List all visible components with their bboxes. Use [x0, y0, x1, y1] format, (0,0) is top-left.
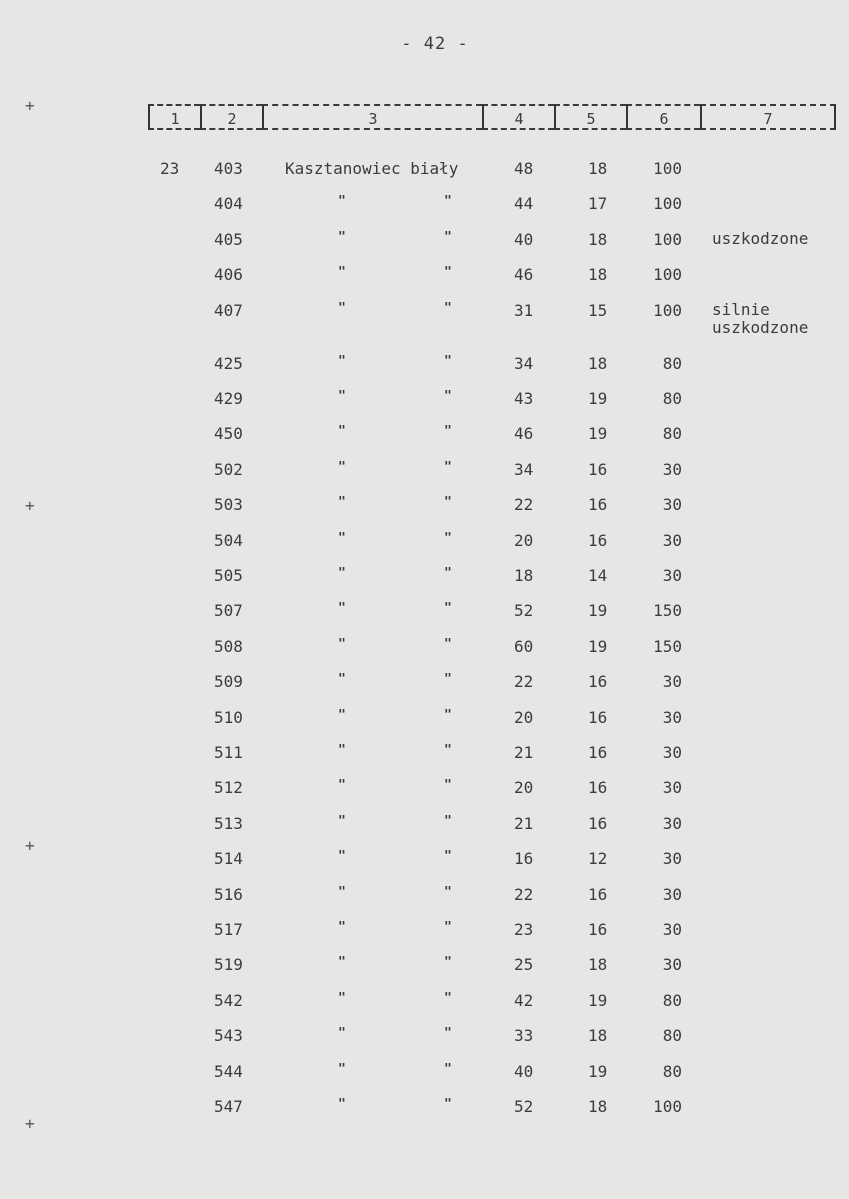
value-col-4: 22 [514, 884, 534, 904]
remark: uszkodzone [712, 228, 809, 248]
value-col-6: 80 [662, 1061, 682, 1081]
ditto-mark: " [338, 300, 346, 316]
page-number: - 42 - [401, 34, 469, 54]
table-row [0, 1097, 849, 1119]
ditto-mark: " [338, 459, 346, 475]
value-col-4: 48 [514, 159, 534, 178]
column-header-3: 3 [262, 104, 482, 130]
value-col-5: 18 [588, 353, 608, 373]
punch-hole-mark: + [25, 836, 35, 855]
table-row [0, 389, 849, 411]
table-row [0, 460, 849, 482]
value-col-4: 20 [514, 530, 534, 550]
ditto-mark: " [338, 636, 346, 652]
tree-id: 405 [214, 229, 243, 249]
value-col-5: 16 [588, 530, 608, 550]
value-col-6: 30 [662, 707, 682, 727]
value-col-5: 16 [588, 778, 608, 798]
tree-id: 511 [214, 743, 243, 762]
table-header [148, 104, 836, 132]
ditto-mark: " [338, 955, 346, 971]
value-col-4: 34 [514, 353, 534, 373]
tree-id: 403 [214, 159, 243, 178]
value-col-5: 14 [588, 566, 608, 585]
value-col-6: 30 [662, 672, 682, 692]
tree-id: 507 [214, 601, 243, 621]
ditto-mark: " [444, 459, 452, 475]
ditto-mark: " [338, 353, 346, 369]
ditto-mark: " [338, 990, 346, 1006]
value-col-6: 100 [653, 265, 682, 285]
value-col-6: 30 [662, 920, 682, 939]
tree-id: 513 [214, 813, 243, 833]
value-col-4: 22 [514, 672, 534, 692]
value-col-6: 30 [662, 530, 682, 550]
value-col-6: 80 [662, 424, 682, 444]
column-header-1: 1 [148, 104, 200, 130]
table-row [0, 194, 849, 216]
column-header-7: 7 [700, 104, 836, 130]
value-col-5: 19 [588, 990, 608, 1010]
table-row [0, 814, 849, 836]
value-col-5: 16 [588, 743, 608, 762]
ditto-mark: " [338, 229, 346, 245]
value-col-4: 34 [514, 459, 534, 479]
table-row [0, 778, 849, 800]
value-col-5: 19 [588, 1061, 608, 1081]
ditto-mark: " [444, 813, 452, 829]
ditto-mark: " [338, 920, 346, 935]
table-row [0, 1062, 849, 1084]
value-col-4: 21 [514, 813, 534, 833]
ditto-mark: " [444, 920, 452, 935]
value-col-6: 30 [662, 955, 682, 975]
table-row [0, 159, 849, 181]
ditto-mark: " [338, 424, 346, 440]
tree-id: 544 [214, 1061, 243, 1081]
table-row [0, 354, 849, 376]
ditto-mark: " [444, 778, 452, 794]
ditto-mark: " [444, 495, 452, 511]
ditto-mark: " [444, 1026, 452, 1042]
tree-id: 505 [214, 566, 243, 585]
table-row [0, 920, 849, 942]
ditto-mark: " [338, 389, 346, 404]
remark: silnie uszkodzone [712, 299, 809, 337]
ditto-mark: " [338, 707, 346, 723]
table-row [0, 566, 849, 588]
ditto-mark: " [444, 636, 452, 652]
value-col-4: 16 [514, 849, 534, 869]
value-col-6: 30 [662, 884, 682, 904]
ditto-mark: " [444, 265, 452, 281]
value-col-6: 100 [653, 300, 682, 320]
value-col-6: 150 [653, 601, 682, 621]
value-col-4: 31 [514, 300, 534, 320]
ditto-mark: " [444, 849, 452, 865]
value-col-5: 18 [588, 229, 608, 249]
value-col-6: 80 [662, 353, 682, 373]
value-col-4: 52 [514, 1097, 534, 1116]
ditto-mark: " [338, 194, 346, 210]
tree-id: 517 [214, 920, 243, 939]
ditto-mark: " [444, 300, 452, 316]
table-row [0, 637, 849, 659]
group-number: 23 [160, 159, 180, 178]
punch-hole-mark: + [25, 96, 35, 115]
value-col-5: 16 [588, 884, 608, 904]
table-row [0, 743, 849, 765]
tree-id: 504 [214, 530, 243, 550]
punch-hole-mark: + [25, 496, 35, 515]
value-col-6: 100 [653, 229, 682, 249]
table-row [0, 672, 849, 694]
ditto-mark: " [444, 424, 452, 440]
tree-id: 429 [214, 389, 243, 408]
value-col-6: 30 [662, 849, 682, 869]
value-col-6: 30 [662, 566, 682, 585]
table-row [0, 955, 849, 977]
value-col-6: 100 [653, 159, 682, 178]
ditto-mark: " [444, 743, 452, 758]
ditto-mark: " [338, 566, 346, 581]
tree-id: 407 [214, 300, 243, 320]
value-col-5: 15 [588, 300, 608, 320]
ditto-mark: " [338, 1026, 346, 1042]
table-row [0, 708, 849, 730]
tree-id: 519 [214, 955, 243, 975]
value-col-4: 42 [514, 990, 534, 1010]
column-header-2: 2 [200, 104, 262, 130]
table-row [0, 991, 849, 1013]
value-col-5: 18 [588, 1026, 608, 1046]
value-col-5: 19 [588, 636, 608, 656]
value-col-4: 40 [514, 1061, 534, 1081]
value-col-5: 18 [588, 955, 608, 975]
value-col-6: 150 [653, 636, 682, 656]
ditto-mark: " [338, 265, 346, 281]
value-col-4: 40 [514, 229, 534, 249]
value-col-4: 21 [514, 743, 534, 762]
table-row [0, 299, 849, 337]
value-col-4: 33 [514, 1026, 534, 1046]
ditto-mark: " [338, 601, 346, 617]
ditto-mark: " [444, 601, 452, 617]
ditto-mark: " [444, 707, 452, 723]
value-col-4: 60 [514, 636, 534, 656]
tree-id: 508 [214, 636, 243, 656]
value-col-6: 30 [662, 813, 682, 833]
ditto-mark: " [338, 778, 346, 794]
punch-hole-mark: + [25, 1114, 35, 1133]
ditto-mark: " [338, 530, 346, 546]
ditto-mark: " [444, 194, 452, 210]
ditto-mark: " [444, 990, 452, 1006]
tree-id: 543 [214, 1026, 243, 1046]
ditto-mark: " [338, 884, 346, 900]
ditto-mark: " [444, 955, 452, 971]
column-header-4: 4 [482, 104, 554, 130]
value-col-4: 46 [514, 265, 534, 285]
ditto-mark: " [444, 353, 452, 369]
ditto-mark: " [444, 1061, 452, 1077]
tree-id: 542 [214, 990, 243, 1010]
ditto-mark: " [444, 389, 452, 404]
table-row [0, 230, 849, 252]
value-col-5: 16 [588, 707, 608, 727]
value-col-5: 19 [588, 389, 608, 408]
table-row [0, 601, 849, 623]
value-col-5: 19 [588, 601, 608, 621]
ditto-mark: " [444, 566, 452, 581]
value-col-6: 30 [662, 495, 682, 515]
ditto-mark: " [338, 849, 346, 865]
value-col-6: 80 [662, 389, 682, 408]
tree-id: 450 [214, 424, 243, 444]
table-row [0, 885, 849, 907]
tree-id: 425 [214, 353, 243, 373]
tree-id: 547 [214, 1097, 243, 1116]
species-name: Kasztanowiec biały [285, 159, 459, 178]
value-col-4: 22 [514, 495, 534, 515]
ditto-mark: " [444, 1097, 452, 1112]
value-col-5: 19 [588, 424, 608, 444]
ditto-mark: " [444, 884, 452, 900]
tree-id: 512 [214, 778, 243, 798]
value-col-5: 16 [588, 920, 608, 939]
value-col-6: 30 [662, 743, 682, 762]
value-col-5: 12 [588, 849, 608, 869]
value-col-6: 30 [662, 778, 682, 798]
table-row [0, 531, 849, 553]
value-col-5: 16 [588, 495, 608, 515]
value-col-5: 18 [588, 265, 608, 285]
value-col-4: 20 [514, 778, 534, 798]
value-col-5: 18 [588, 159, 608, 178]
ditto-mark: " [444, 672, 452, 688]
value-col-6: 100 [653, 194, 682, 214]
value-col-4: 18 [514, 566, 534, 585]
ditto-mark: " [338, 813, 346, 829]
table-row [0, 424, 849, 446]
ditto-mark: " [338, 672, 346, 688]
value-col-5: 18 [588, 1097, 608, 1116]
value-col-5: 16 [588, 813, 608, 833]
table-row [0, 1026, 849, 1048]
value-col-4: 44 [514, 194, 534, 214]
tree-id: 406 [214, 265, 243, 285]
value-col-6: 80 [662, 990, 682, 1010]
value-col-4: 46 [514, 424, 534, 444]
value-col-6: 80 [662, 1026, 682, 1046]
value-col-6: 100 [653, 1097, 682, 1116]
ditto-mark: " [338, 495, 346, 511]
value-col-4: 52 [514, 601, 534, 621]
tree-id: 514 [214, 849, 243, 869]
value-col-5: 17 [588, 194, 608, 214]
ditto-mark: " [444, 530, 452, 546]
ditto-mark: " [338, 1061, 346, 1077]
tree-id: 510 [214, 707, 243, 727]
table-row [0, 495, 849, 517]
ditto-mark: " [338, 743, 346, 758]
tree-id: 516 [214, 884, 243, 904]
ditto-mark: " [338, 1097, 346, 1112]
value-col-5: 16 [588, 672, 608, 692]
value-col-4: 25 [514, 955, 534, 975]
tree-id: 502 [214, 459, 243, 479]
tree-id: 404 [214, 194, 243, 214]
value-col-4: 23 [514, 920, 534, 939]
value-col-4: 43 [514, 389, 534, 408]
table-row [0, 265, 849, 287]
column-header-6: 6 [626, 104, 700, 130]
ditto-mark: " [444, 229, 452, 245]
value-col-5: 16 [588, 459, 608, 479]
tree-id: 503 [214, 495, 243, 515]
value-col-4: 20 [514, 707, 534, 727]
column-header-5: 5 [554, 104, 626, 130]
table-row [0, 849, 849, 871]
tree-id: 509 [214, 672, 243, 692]
value-col-6: 30 [662, 459, 682, 479]
